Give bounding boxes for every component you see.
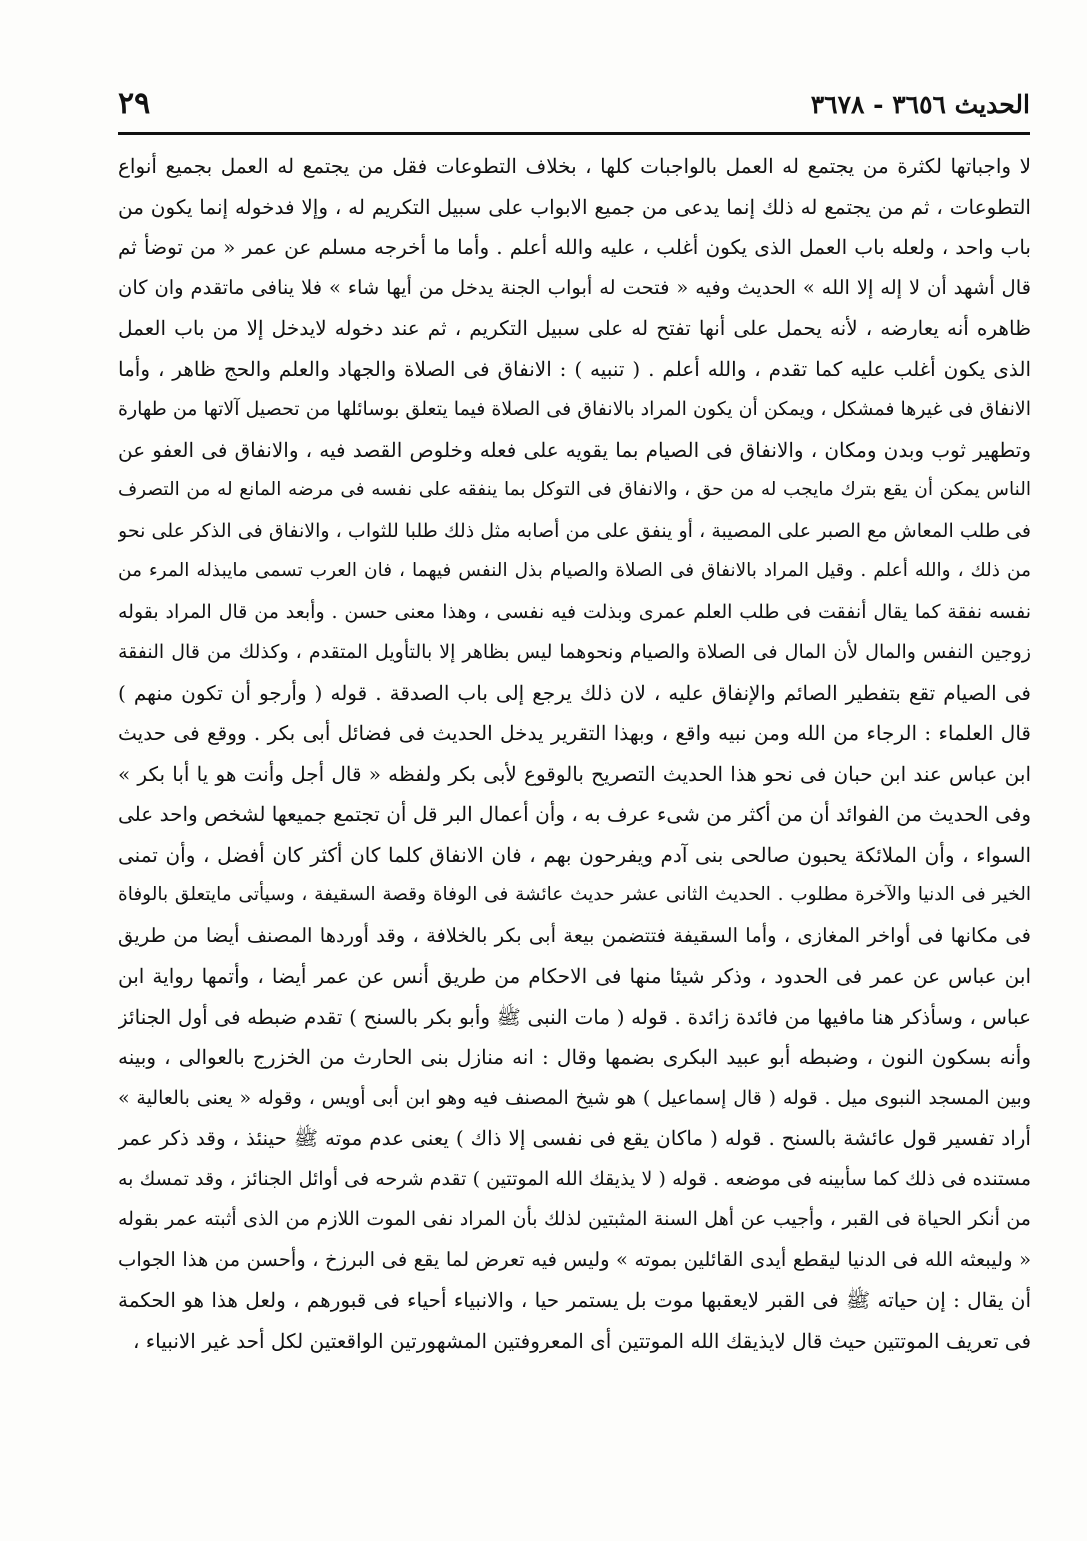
text-line: قال أشهد أن لا إله إلا الله » الحديث وفيه « فتحت له أبواب الجنة يدخل من أيها شاء » فلا ينافى ماتقدم وان كان <box>118 275 1031 299</box>
text-line: نفسه نفقة كما يقال أنفقت فى طلب العلم عمرى وبذلت فيه نفسى ، وهذا معنى حسن . وأبعد من قال المراد بقوله <box>118 600 1031 623</box>
header-rule <box>118 132 1030 135</box>
text-line: ابن عباس عند ابن حبان فى نحو هذا الحديث التصريح بالوقوع لأبى بكر ولفظه « قال أجل وأنت هو يا أبا بكر » <box>118 761 1031 786</box>
text-line: وأنه بسكون النون ، وضبطه أبو عبيد البكرى بضمها وقال : انه منازل بنى الحارث من الخزرج بالعوالى ، وبينه <box>118 1045 1031 1069</box>
text-line: قال العلماء : الرجاء من الله ومن نبيه واقع ، وبهذا التقرير يدخل الحديث فى فضائل أبى بكر . ووقع فى حديث <box>118 721 1031 745</box>
page-number: ٢٩ <box>118 86 151 121</box>
text-line: فى طلب المعاش مع الصبر على المصيبة ، أو ينفق على من أصابه مثل ذلك طلبا للثواب ، والانفاق فى الذكر على نحو <box>118 519 1031 542</box>
text-line: السواء ، وأن الملائكة يحبون صالحى بنى آدم ويفرحون بهم ، فان الانفاق كلما كان أكثر كان أفضل ، وأن تمنى <box>118 842 1031 867</box>
text-line: فى مكانها فى أواخر المغازى ، وأما السقيفة فتتضمن بيعة أبى بكر بالخلافة ، وقد أوردها المصنف أيضا من طريق <box>118 923 1031 947</box>
text-line: عباس ، وسأذكر هنا مافيها من فائدة زائدة . قوله ( مات النبى ﷺ وأبو بكر بالسنح ) تقدم ضبطه فى أول الجنائز <box>118 1004 1031 1029</box>
page-header <box>118 86 1030 130</box>
text-line: من ذلك ، والله أعلم . وقيل المراد بالانفاق فى الصلاة والصيام بذل النفس فيهما ، فان العرب تسمى مايبذله المرء من <box>118 560 1031 581</box>
text-line: من أنكر الحياة فى القبر ، وأجيب عن أهل السنة المثبتين لذلك بأن المراد نفى الموت اللازم من الذى أثبته عمر بقوله <box>118 1208 1031 1230</box>
text-line: وبين المسجد النبوى ميل . قوله ( قال إسماعيل ) هو شيخ المصنف فيه وهو ابن أبى أويس ، وقوله « يعنى بالعالية » <box>118 1086 1031 1109</box>
text-line: الانفاق فى غيرها فمشكل ، ويمكن أن يكون المراد بالانفاق فى الصلاة فيما يتعلق بوسائلها من تحصيل آلاتها من طهارة <box>118 398 1031 420</box>
main-text <box>118 146 1031 1361</box>
text-line: زوجين النفس والمال لأن المال فى الصلاة والصيام ونحوهما ليس بظاهر إلا بالتأويل المتقدم ، وكذلك من قال النفقة <box>118 641 1031 663</box>
text-line: الناس يمكن أن يقع بترك مايجب له من حق ، والانفاق فى التوكل بما ينفقه على نفسه فى مرضه المانع له من التصرف <box>118 479 1031 500</box>
text-line: مستنده فى ذلك كما سأبينه فى موضعه . قوله ( لا يذيقك الله الموتتين ) تقدم شرحه فى أوائل الجنائز ، وقد تمسك به <box>118 1167 1031 1190</box>
text-line: ظاهره أنه يعارضه ، لأنه يحمل على أنها تفتح له على سبيل التكريم ، ثم عند دخوله لايدخل إلا من باب العمل <box>118 316 1031 340</box>
running-title: الحديث ٣٦٥٦ - ٣٦٧٨ <box>810 90 1030 119</box>
text-line: الخير فى الدنيا والآخرة مطلوب . الحديث الثانى عشر حديث عائشة فى الوفاة وقصة السقيفة ، وسيأتى مايتعلق بالوفاة <box>118 884 1031 905</box>
text-line: أراد تفسير قول عائشة بالسنح . قوله ( ماكان يقع فى نفسى إلا ذاك ) يعنى عدم موته ﷺ حينئذ ، وقد ذكر عمر <box>118 1126 1031 1150</box>
text-line: وفى الحديث من الفوائد أن من أكثر من شىء عرف به ، وأن أعمال البر قل أن تجتمع جميعها لشخص واحد على <box>118 802 1031 826</box>
text-line: « وليبعثه الله فى الدنيا ليقطع أيدى القائلين بموته » وليس فيه تعرض لما يقع فى البرزخ ، وأحسن من هذا الجواب <box>118 1247 1031 1271</box>
text-line: فى الصيام تقع بتفطير الصائم والإنفاق عليه ، لان ذلك يرجع إلى باب الصدقة . قوله ( وأرجو أن تكون منهم ) <box>118 680 1031 705</box>
text-line: ابن عباس عن عمر فى الحدود ، وذكر شيئا منها فى الاحكام من طريق أنس عن عمر أيضا ، وأتمها رواية ابن <box>118 964 1031 988</box>
text-line: لا واجباتها لكثرة من يجتمع له العمل بالواجبات كلها ، بخلاف التطوعات فقل من يجتمع له العمل بجميع أنواع <box>118 154 1031 178</box>
text-line: باب واحد ، ولعله باب العمل الذى يكون أغلب ، عليه والله أعلم . وأما ما أخرجه مسلم عن عمر « من توضأ ثم <box>118 235 1031 259</box>
text-line: فى تعريف الموتتين حيث قال لايذيقك الله الموتتين أى المعروفتين المشهورتين الواقعتين لكل أحد غير الانبياء ، <box>132 1328 1031 1353</box>
text-line: أن يقال : إن حياته ﷺ فى القبر لايعقبها موت بل يستمر حيا ، والانبياء أحياء فى قبورهم ، ولعل هذا هو الحكمة <box>118 1288 1031 1312</box>
text-line: الذى يكون أغلب عليه كما تقدم ، والله أعلم . ( تنبيه ) : الانفاق فى الصلاة والجهاد والعلم والحج ظاهر ، وأما <box>118 356 1031 381</box>
text-line: وتطهير ثوب وبدن ومكان ، والانفاق فى الصيام بما يقويه على فعله وخلوص القصد فيه ، والانفاق فى العفو عن <box>118 437 1031 462</box>
text-line: التطوعات ، ثم من يجتمع له ذلك إنما يدعى من جميع الابواب على سبيل التكريم له ، وإلا فدخوله إنما يكون من <box>118 194 1031 219</box>
